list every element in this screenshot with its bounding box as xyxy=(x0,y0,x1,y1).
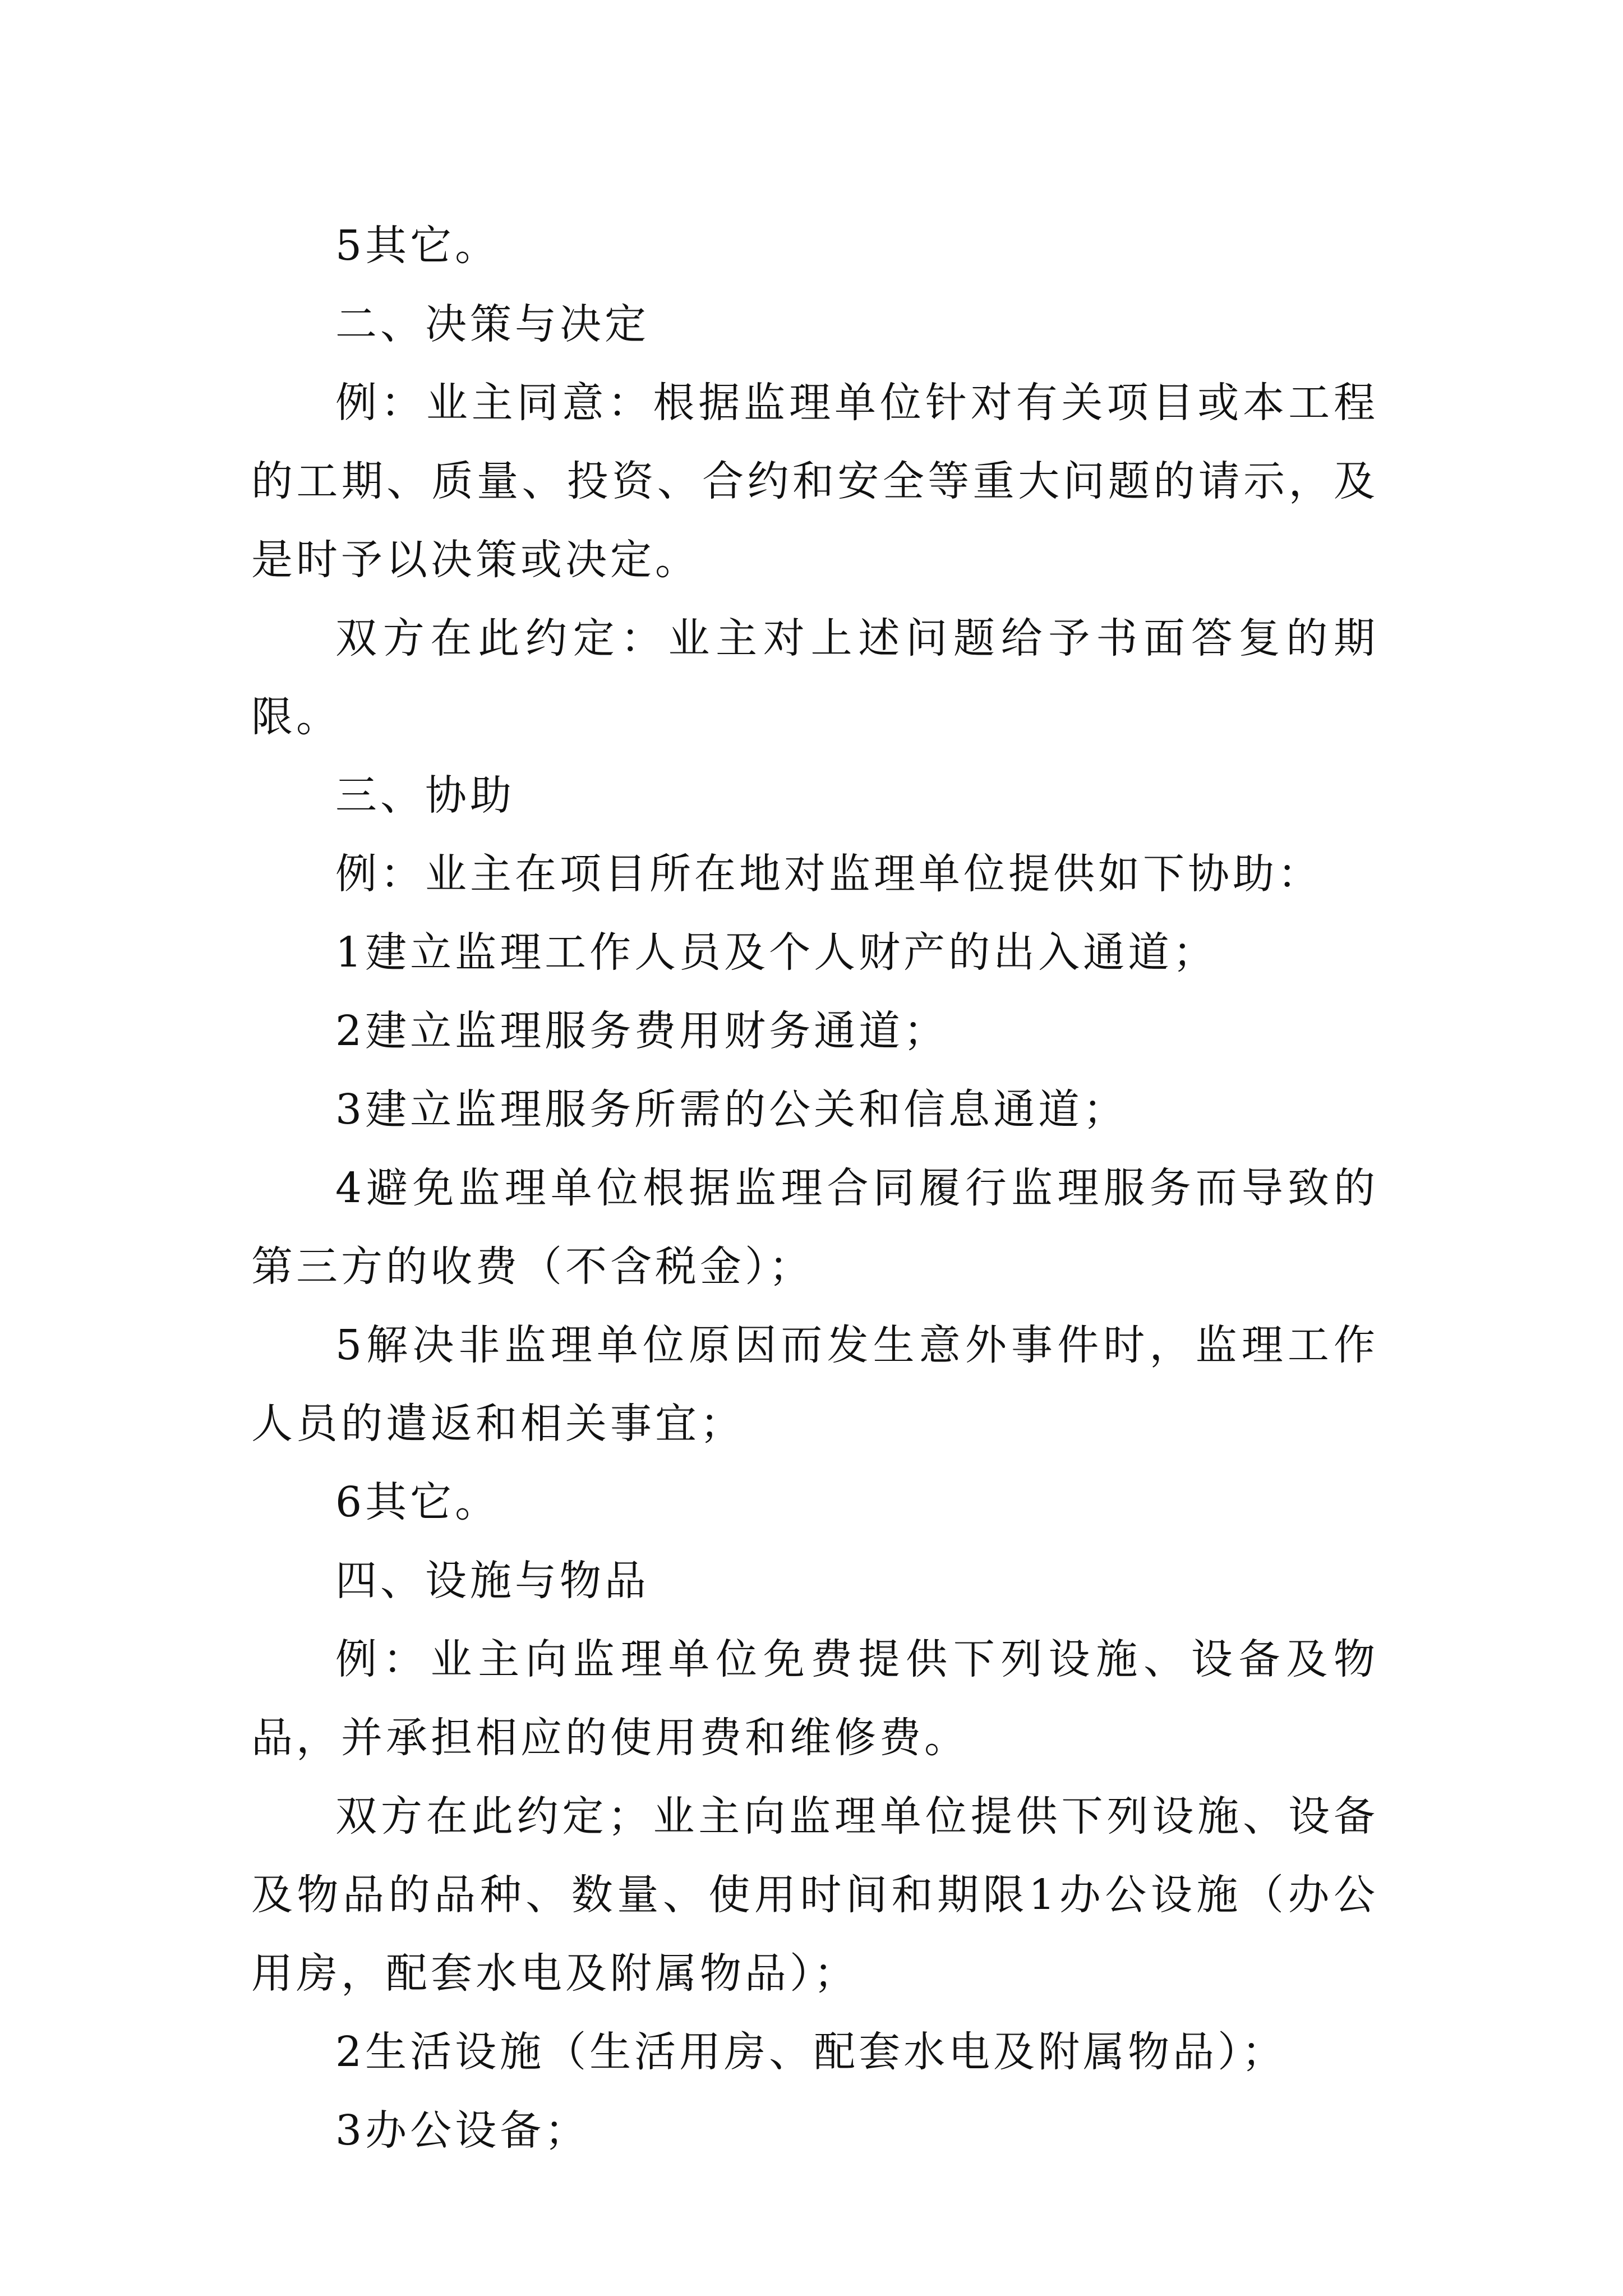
list-item-assistance-3: 3建立监理服务所需的公关和信息通道； xyxy=(335,1085,1128,1134)
paragraph-facilities-example: 例：业主向监理单位免费提供下列设施、设备及物品，并承担相应的使用费和维修费。 xyxy=(251,1635,1378,1762)
section-heading-assistance: 三、协助 xyxy=(335,771,515,820)
list-item-assistance-5: 5解决非监理单位原因而发生意外事件时，监理工作人员的遣返和相关事宜； xyxy=(251,1321,1378,1448)
paragraph-assistance-example: 例：业主在项目所在地对监理单位提供如下协助： xyxy=(335,850,1322,898)
paragraph-decision-agreement: 双方在此约定：业主对上述问题给予书面答复的期限。 xyxy=(251,614,1378,741)
paragraph-facilities-agreement: 双方在此约定；业主向监理单位提供下列设施、设备及物品的品种、数量、使用时间和期限1办公设施（办公用房，配套水电及附属物品）； xyxy=(251,1792,1378,1998)
list-item-facilities-2: 2生活设施（生活用房、配套水电及附属物品）； xyxy=(335,2028,1287,2076)
section-heading-facilities: 四、设施与物品 xyxy=(335,1557,649,1605)
section-heading-decision: 二、决策与决定 xyxy=(335,300,649,348)
list-item-assistance-1: 1建立监理工作人员及个人财产的出入通道； xyxy=(335,928,1218,977)
list-item-assistance-4: 4避免监理单位根据监理合同履行监理服务而导致的第三方的收费（不含税金）； xyxy=(251,1164,1378,1291)
list-item-assistance-6: 6其它。 xyxy=(335,1478,500,1526)
paragraph-decision-example: 例：业主同意：根据监理单位针对有关项目或本工程的工期、质量、投资、合约和安全等重大问题的请示，及是时予以决策或决定。 xyxy=(251,379,1378,584)
paragraph-other-5: 5其它。 xyxy=(335,222,500,270)
list-item-facilities-3: 3办公设备； xyxy=(335,2106,590,2155)
list-item-assistance-2: 2建立监理服务费用财务通道； xyxy=(335,1007,949,1055)
document-body xyxy=(251,206,1378,2170)
